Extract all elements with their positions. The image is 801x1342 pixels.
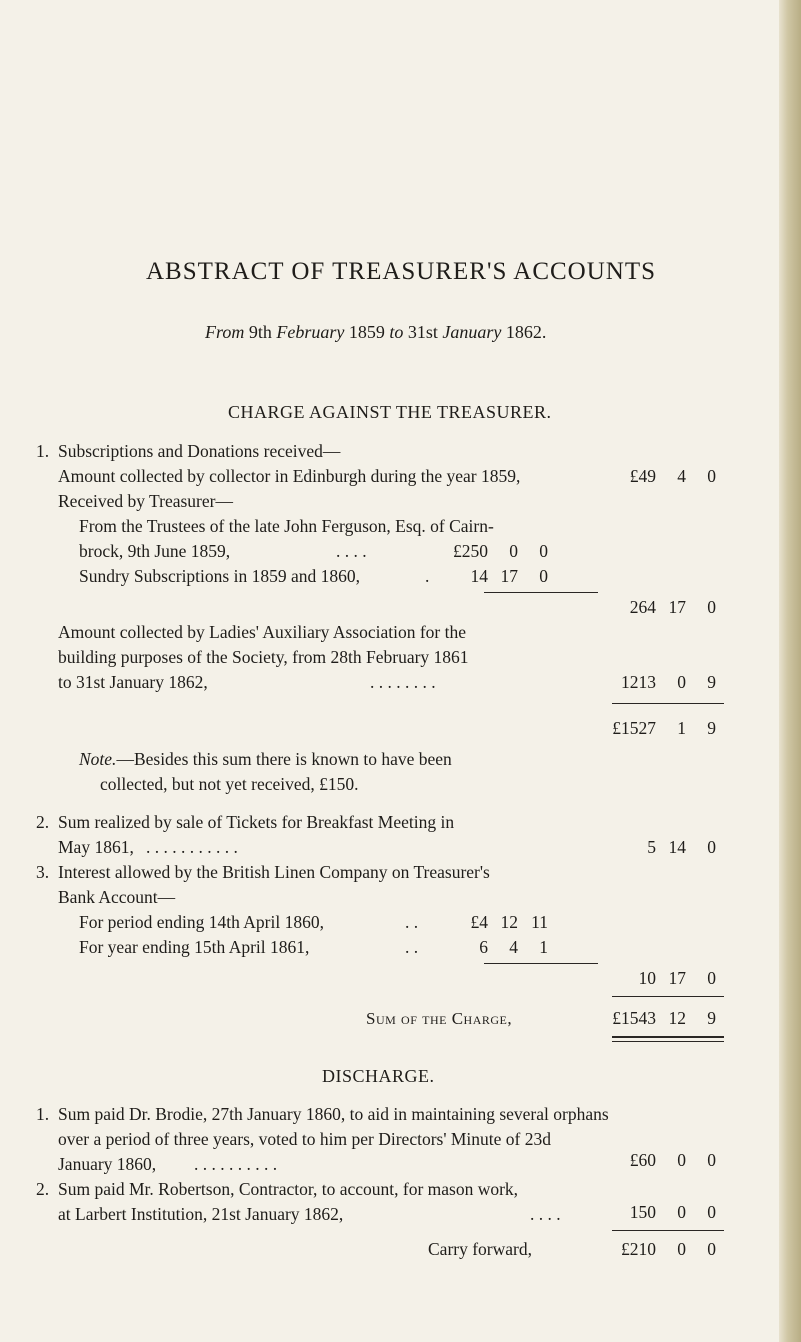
- period-from-day: 9th: [248, 322, 272, 342]
- discharge-item1-pence: 0: [707, 1150, 716, 1170]
- amount-collected-line: Amount collected by collector in Edinburgh during the year 1859,: [58, 466, 521, 486]
- charge-item1-number: 1.: [36, 441, 50, 461]
- sundry-value: [436, 566, 548, 587]
- discharge-item2-value: [612, 1202, 716, 1223]
- interest1-dots: . .: [405, 912, 419, 932]
- interest2-pounds: 6: [479, 937, 488, 957]
- charge-heading: CHARGE AGAINST THE TREASURER.: [228, 402, 552, 422]
- charge-item1-title: Subscriptions and Donations received—: [58, 441, 341, 461]
- subtotal-pence: 0: [707, 597, 716, 617]
- charge-item3-line1: Interest allowed by the British Linen Company on Treasurer's: [58, 862, 490, 882]
- ladies-line3: to 31st January 1862,: [58, 672, 208, 692]
- carry-forward-value: [612, 1239, 716, 1260]
- interest-rule: [484, 963, 598, 964]
- trustees-shillings: 0: [509, 541, 518, 561]
- total-value: [612, 718, 716, 739]
- total-pence: 9: [707, 718, 716, 738]
- ladies-value: [612, 672, 716, 693]
- charge-item2-value: [612, 837, 716, 858]
- discharge-item1-number: 1.: [36, 1104, 50, 1124]
- discharge-item2-number: 2.: [36, 1179, 50, 1199]
- discharge-heading: DISCHARGE.: [322, 1066, 435, 1086]
- amount-collected-pence: 0: [707, 466, 716, 486]
- subtotal-shillings: 17: [668, 597, 686, 617]
- page-edge: [779, 0, 801, 1342]
- interest2-shillings: 4: [509, 937, 518, 957]
- charge-item2-number: 2.: [36, 812, 50, 832]
- sum-double-rule-1: [612, 1036, 724, 1038]
- interest2-pence: 1: [539, 937, 548, 957]
- subtotal-pounds: 264: [629, 597, 656, 617]
- discharge-item1-line3: January 1860,: [58, 1154, 157, 1174]
- page-title: ABSTRACT OF TREASURER'S ACCOUNTS: [146, 258, 657, 285]
- period-from-word: From: [205, 322, 245, 342]
- discharge-item1-dots: . . . . . . . . . .: [194, 1154, 278, 1174]
- total-rule: [612, 703, 724, 704]
- sundry-shillings: 17: [500, 566, 518, 586]
- charge-item3-line2: Bank Account—: [58, 887, 176, 907]
- ladies-pence: 9: [707, 672, 716, 692]
- amount-collected-shillings: 4: [677, 466, 686, 486]
- charge-item2-pence: 0: [707, 837, 716, 857]
- discharge-item2-pounds: 150: [629, 1202, 656, 1222]
- note-label: Note.: [79, 749, 117, 769]
- charge-item2-pounds: 5: [647, 837, 656, 857]
- subtotal-value: [612, 597, 716, 618]
- carry-forward-label: Carry forward,: [428, 1239, 532, 1259]
- interest1-pounds: £4: [470, 912, 488, 932]
- amount-collected-value: [612, 466, 716, 487]
- discharge-item2-pence: 0: [707, 1202, 716, 1222]
- period-to-month: January: [442, 322, 502, 342]
- trustees-value: [436, 541, 548, 562]
- ladies-pounds: 1213: [621, 672, 656, 692]
- sum-rule: [612, 996, 724, 997]
- received-by-treasurer: Received by Treasurer—: [58, 491, 233, 511]
- ladies-dots: . . . . . . . .: [370, 672, 436, 692]
- interest1-line: For period ending 14th April 1860,: [79, 912, 324, 932]
- period-from-month: February: [276, 322, 345, 342]
- interest2-line: For year ending 15th April 1861,: [79, 937, 310, 957]
- sundry-dot: .: [425, 566, 430, 586]
- trustees-pounds: £250: [453, 541, 488, 561]
- interest2-value: [436, 937, 548, 958]
- period-to-year: 1862.: [505, 322, 547, 342]
- sum-of-charge-value: [612, 1008, 716, 1029]
- period-to-word: to: [389, 322, 404, 342]
- discharge-item1-pounds: £60: [629, 1150, 656, 1170]
- ladies-line1: Amount collected by Ladies' Auxiliary Association for the: [58, 622, 466, 642]
- interest-total-pounds: 10: [638, 968, 656, 988]
- trustees-dots: . . . .: [336, 541, 367, 561]
- discharge-item1-line1: Sum paid Dr. Brodie, 27th January 1860, to aid in maintaining several orphans: [58, 1104, 609, 1124]
- sum-double-rule-2: [612, 1041, 724, 1042]
- trustees-pence: 0: [539, 541, 548, 561]
- interest1-shillings: 12: [500, 912, 518, 932]
- sum-pounds: £1543: [612, 1008, 656, 1028]
- charge-item2-line1: Sum realized by sale of Tickets for Breakfast Meeting in: [58, 812, 455, 832]
- carry-pence: 0: [707, 1239, 716, 1259]
- interest-total-shillings: 17: [668, 968, 686, 988]
- interest1-pence: 11: [531, 912, 548, 932]
- interest-total-pence: 0: [707, 968, 716, 988]
- charge-item2-dots: . . . . . . . . . . .: [146, 837, 238, 857]
- discharge-item1-line2: over a period of three years, voted to him per Directors' Minute of 23d: [58, 1129, 551, 1149]
- sundry-line: Sundry Subscriptions in 1859 and 1860,: [79, 566, 360, 586]
- sum-shillings: 12: [668, 1008, 686, 1028]
- total-pounds: £1527: [612, 718, 656, 738]
- ladies-shillings: 0: [677, 672, 686, 692]
- note-line1: [79, 749, 452, 770]
- note-text1: —Besides this sum there is known to have been: [116, 749, 452, 769]
- charge-item3-number: 3.: [36, 862, 50, 882]
- total-shillings: 1: [677, 718, 686, 738]
- charge-item2-line2: May 1861,: [58, 837, 134, 857]
- charge-item2-shillings: 14: [668, 837, 686, 857]
- discharge-item1-shillings: 0: [677, 1150, 686, 1170]
- sum-of-charge-label: Sum of the Charge,: [366, 1009, 513, 1028]
- ladies-line2: building purposes of the Society, from 28th February 1861: [58, 647, 469, 667]
- period-to-day: 31st: [407, 322, 438, 342]
- discharge-item1-value: [612, 1150, 716, 1171]
- carry-rule: [612, 1230, 724, 1231]
- interest2-dots: . .: [405, 937, 419, 957]
- subtotal-rule: [484, 592, 598, 593]
- interest1-value: [436, 912, 548, 933]
- note-line2: collected, but not yet received, £150.: [100, 774, 359, 794]
- carry-pounds: £210: [621, 1239, 656, 1259]
- amount-collected-pounds: £49: [629, 466, 656, 486]
- sundry-pence: 0: [539, 566, 548, 586]
- trustees-line2: brock, 9th June 1859,: [79, 541, 231, 561]
- interest-total-value: [612, 968, 716, 989]
- sundry-pounds: 14: [470, 566, 488, 586]
- period-from-year: 1859: [348, 322, 385, 342]
- discharge-item2-dots: . . . .: [530, 1204, 561, 1224]
- trustees-line1: From the Trustees of the late John Ferguson, Esq. of Cairn-: [79, 516, 494, 536]
- discharge-item2-shillings: 0: [677, 1202, 686, 1222]
- discharge-item2-line2: at Larbert Institution, 21st January 1862,: [58, 1204, 344, 1224]
- period-subtitle: [205, 322, 546, 343]
- discharge-item2-line1: Sum paid Mr. Robertson, Contractor, to account, for mason work,: [58, 1179, 519, 1199]
- carry-shillings: 0: [677, 1239, 686, 1259]
- sum-pence: 9: [707, 1008, 716, 1028]
